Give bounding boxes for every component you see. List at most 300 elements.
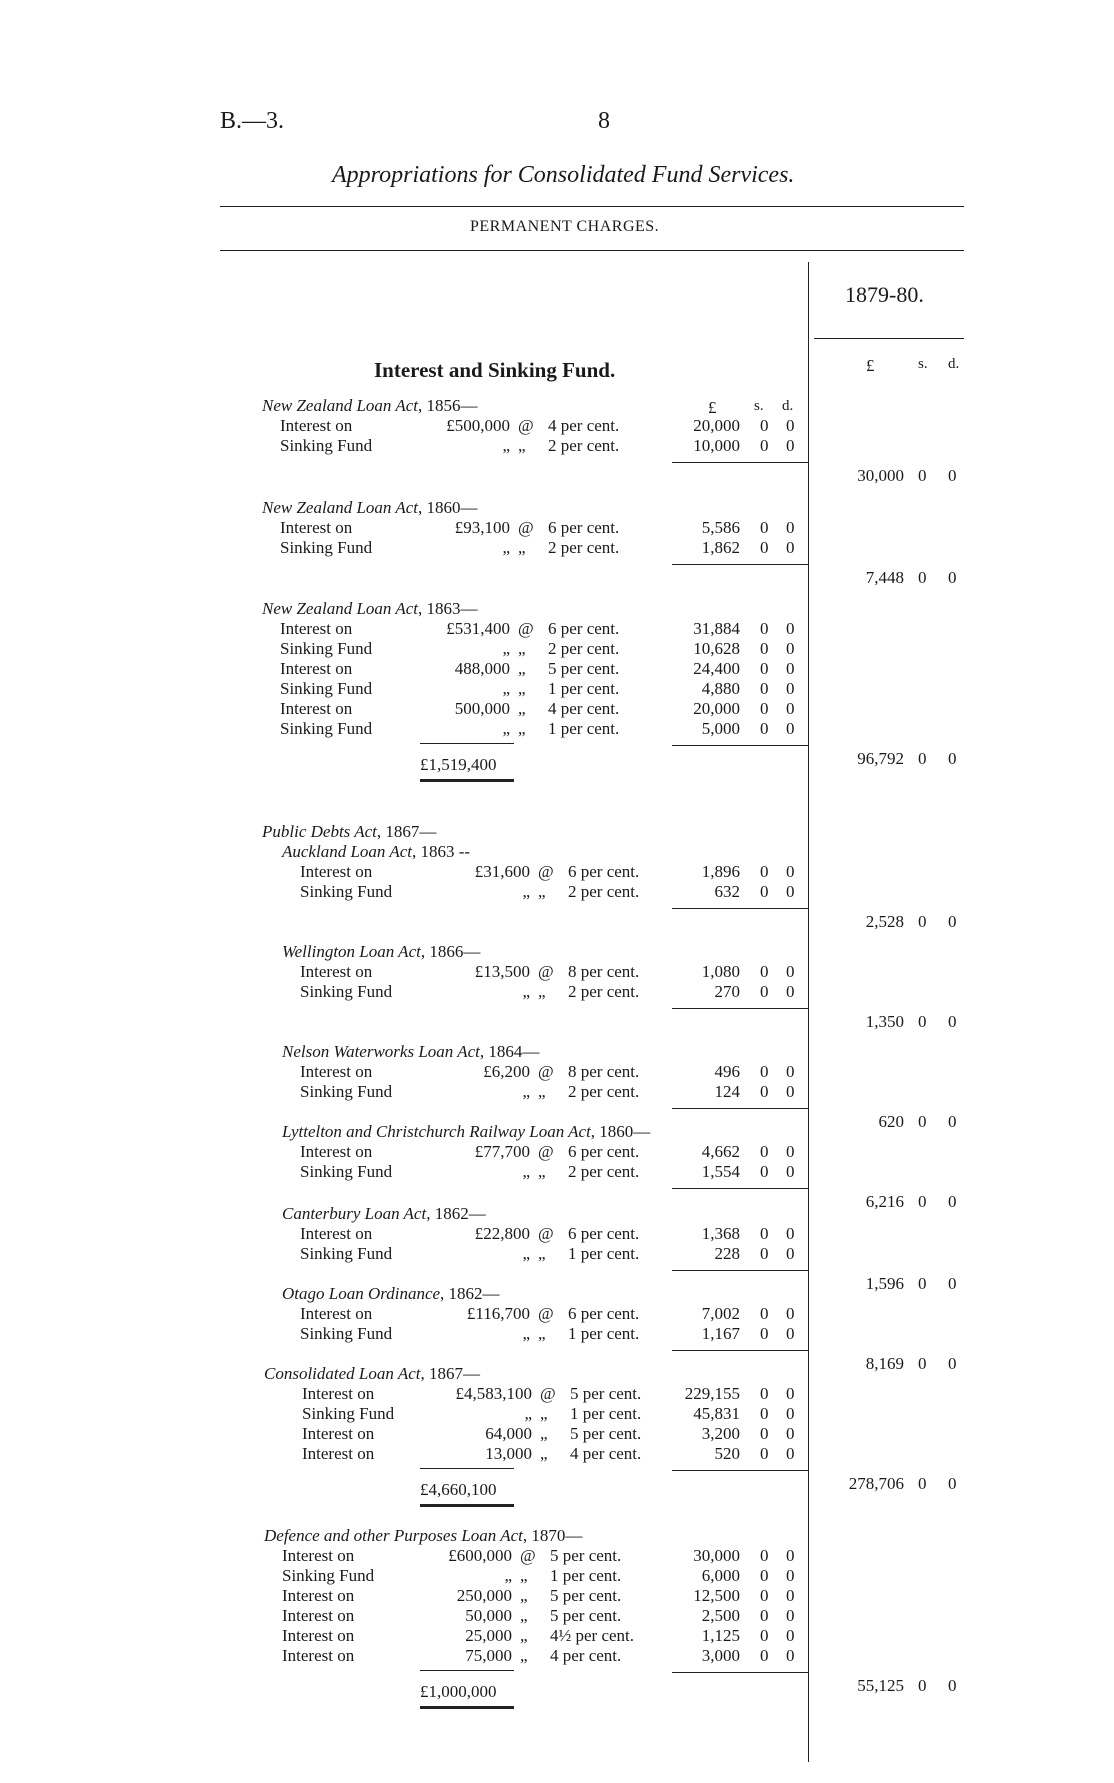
row-rate: 1 per cent. (568, 1244, 640, 1263)
page-number: 8 (598, 108, 610, 134)
row-symbol: @ (538, 862, 554, 881)
act-year: , 1864— (479, 1042, 540, 1061)
row-principal: „ (522, 1244, 530, 1263)
row-amount: 1,368 (701, 1224, 740, 1243)
row-label: Interest on (282, 1586, 355, 1605)
row-symbol: „ (520, 1646, 528, 1665)
row-pence: 0 (786, 639, 795, 658)
row-shillings: 0 (760, 862, 769, 881)
row-symbol: @ (538, 1304, 554, 1323)
column-divider (808, 262, 809, 1762)
row-symbol: @ (518, 619, 534, 638)
act-title (264, 1364, 480, 1384)
act-title (282, 942, 480, 962)
row-rate: 1 per cent. (570, 1404, 642, 1423)
row-amount: 1,080 (701, 962, 740, 981)
row-rate: 6 per cent. (568, 1304, 640, 1323)
row-rate: 5 per cent. (550, 1606, 622, 1625)
row-amount: 632 (714, 882, 740, 901)
row-amount: 31,884 (693, 619, 740, 638)
row-principal: 64,000 (485, 1424, 532, 1443)
sub-act-name: Auckland Loan Act (282, 842, 412, 861)
row-rate: 2 per cent. (568, 882, 640, 901)
row-symbol: „ (518, 719, 526, 738)
row-label: Interest on (282, 1606, 355, 1625)
row-rate: 6 per cent. (568, 862, 640, 881)
row-symbol: „ (520, 1586, 528, 1605)
row-pence: 0 (786, 619, 795, 638)
year-rule (814, 338, 964, 339)
row-rate: 8 per cent. (568, 1062, 640, 1081)
row-symbol: @ (520, 1546, 536, 1565)
row-label: Sinking Fund (300, 1162, 393, 1181)
row-principal: £600,000 (448, 1546, 512, 1565)
row-symbol: @ (538, 1062, 554, 1081)
row-principal: „ (502, 639, 510, 658)
group-total-shillings: 0 (918, 749, 927, 768)
act-title (282, 1204, 486, 1224)
row-rate: 8 per cent. (568, 962, 640, 981)
row-pence: 0 (786, 1646, 795, 1665)
row-pence: 0 (786, 862, 795, 881)
year-column-header: 1879-80. (845, 282, 924, 307)
row-principal: 488,000 (454, 659, 510, 678)
group-total-pence: 0 (948, 1012, 957, 1031)
group-total-shillings: 0 (918, 1112, 927, 1131)
row-rate: 1 per cent. (548, 679, 620, 698)
row-pence: 0 (786, 679, 795, 698)
row-principal: 250,000 (456, 1586, 512, 1605)
act-name: New Zealand Loan Act (262, 599, 418, 618)
row-pence: 0 (786, 962, 795, 981)
row-shillings: 0 (760, 882, 769, 901)
act-year: , 1867— (420, 1364, 480, 1383)
act-name: New Zealand Loan Act (262, 396, 418, 415)
row-amount: 3,000 (701, 1646, 740, 1665)
principal-rule (420, 743, 514, 744)
group-total-shillings: 0 (918, 1676, 927, 1695)
row-label: Interest on (302, 1444, 375, 1463)
group-total-shillings: 0 (918, 568, 927, 587)
principal-subtotal: £1,000,000 (420, 1682, 497, 1701)
row-amount: 24,400 (693, 659, 740, 678)
row-symbol: „ (538, 1324, 546, 1343)
row-shillings: 0 (760, 416, 769, 435)
row-rate: 2 per cent. (548, 639, 620, 658)
row-shillings: 0 (760, 1566, 769, 1585)
page-subtitle: PERMANENT CHARGES. (470, 218, 660, 235)
row-symbol: „ (538, 1082, 546, 1101)
row-shillings: 0 (760, 1304, 769, 1323)
row-label: Interest on (300, 862, 373, 881)
row-label: Interest on (302, 1384, 375, 1403)
row-principal: 50,000 (465, 1606, 512, 1625)
inner-pence-header: d. (782, 398, 794, 414)
row-principal: £6,200 (483, 1062, 530, 1081)
row-symbol: „ (520, 1606, 528, 1625)
row-symbol: „ (520, 1626, 528, 1645)
row-shillings: 0 (760, 719, 769, 738)
row-label: Interest on (300, 1304, 373, 1323)
row-pence: 0 (786, 699, 795, 718)
subtotal-rule (672, 1350, 808, 1351)
pence-header: d. (948, 356, 960, 372)
group-total: 1,350 (865, 1012, 904, 1031)
group-total: 6,216 (865, 1192, 904, 1211)
act-name: New Zealand Loan Act (262, 498, 418, 517)
row-rate: 2 per cent. (568, 1162, 640, 1181)
principal-subtotal: £1,519,400 (420, 755, 497, 774)
row-pence: 0 (786, 1444, 795, 1463)
row-principal: 75,000 (465, 1646, 512, 1665)
row-label: Interest on (300, 1224, 373, 1243)
row-label: Sinking Fund (280, 436, 373, 455)
row-symbol: „ (538, 1162, 546, 1181)
row-principal: „ (502, 679, 510, 698)
act-title (282, 1284, 500, 1304)
row-symbol: „ (518, 699, 526, 718)
group-total-shillings: 0 (918, 1354, 927, 1373)
row-symbol: „ (518, 538, 526, 557)
row-label: Interest on (282, 1626, 355, 1645)
row-rate: 5 per cent. (548, 659, 620, 678)
row-pence: 0 (786, 1162, 795, 1181)
row-shillings: 0 (760, 1142, 769, 1161)
row-principal: „ (522, 982, 530, 1001)
row-label: Sinking Fund (300, 982, 393, 1001)
inner-pound-header: £ (708, 398, 717, 417)
row-shillings: 0 (760, 1546, 769, 1565)
row-amount: 5,586 (701, 518, 740, 537)
row-principal: £531,400 (446, 619, 510, 638)
row-rate: 6 per cent. (568, 1224, 640, 1243)
subtotal-rule (672, 1270, 808, 1271)
group-total: 96,792 (857, 749, 904, 768)
row-symbol: „ (540, 1404, 548, 1423)
row-label: Interest on (300, 962, 373, 981)
row-rate: 6 per cent. (548, 619, 620, 638)
row-amount: 2,500 (701, 1606, 740, 1625)
row-amount: 5,000 (701, 719, 740, 738)
row-shillings: 0 (760, 619, 769, 638)
row-label: Interest on (282, 1646, 355, 1665)
row-amount: 1,554 (701, 1162, 740, 1181)
row-shillings: 0 (760, 1384, 769, 1403)
group-total-pence: 0 (948, 466, 957, 485)
row-amount: 3,200 (701, 1424, 740, 1443)
row-amount: 45,831 (693, 1404, 740, 1423)
title-rule (220, 206, 964, 207)
row-shillings: 0 (760, 1404, 769, 1423)
row-symbol: „ (538, 982, 546, 1001)
group-total-shillings: 0 (918, 1274, 927, 1293)
row-amount: 496 (714, 1062, 740, 1081)
group-total-shillings: 0 (918, 1192, 927, 1211)
row-symbol: „ (540, 1424, 548, 1443)
row-shillings: 0 (760, 1586, 769, 1605)
group-total-pence: 0 (948, 1354, 957, 1373)
row-label: Sinking Fund (300, 1244, 393, 1263)
act-name: Otago Loan Ordinance (282, 1284, 441, 1303)
section-title: Interest and Sinking Fund. (374, 358, 616, 382)
row-rate: 5 per cent. (550, 1546, 622, 1565)
row-pence: 0 (786, 416, 795, 435)
row-amount: 30,000 (693, 1546, 740, 1565)
subtotal-rule (672, 1008, 808, 1009)
row-rate: 4 per cent. (548, 699, 620, 718)
group-total: 8,169 (865, 1354, 904, 1373)
row-symbol: @ (538, 962, 554, 981)
row-label: Sinking Fund (280, 538, 373, 557)
row-shillings: 0 (760, 699, 769, 718)
group-total-pence: 0 (948, 1112, 957, 1131)
group-total-shillings: 0 (918, 1012, 927, 1031)
subtotal-rule (672, 462, 808, 463)
row-principal: £31,600 (474, 862, 530, 881)
row-principal: £500,000 (446, 416, 510, 435)
row-shillings: 0 (760, 518, 769, 537)
group-total-pence: 0 (948, 749, 957, 768)
shillings-header: s. (918, 356, 928, 372)
act-title (262, 396, 478, 416)
principal-rule (420, 1468, 514, 1469)
row-symbol: „ (518, 639, 526, 658)
row-amount: 270 (714, 982, 740, 1001)
row-principal: „ (502, 538, 510, 557)
row-amount: 228 (714, 1244, 740, 1263)
group-total-pence: 0 (948, 1274, 957, 1293)
row-amount: 20,000 (693, 699, 740, 718)
row-pence: 0 (786, 538, 795, 557)
subtotal-rule (672, 1188, 808, 1189)
act-title (262, 822, 436, 842)
row-principal: 500,000 (454, 699, 510, 718)
act-year: , 1862— (426, 1204, 486, 1223)
row-shillings: 0 (760, 982, 769, 1001)
principal-rule (420, 1670, 514, 1671)
row-label: Interest on (280, 699, 353, 718)
row-principal: „ (502, 719, 510, 738)
row-shillings: 0 (760, 1062, 769, 1081)
subtotal-rule (672, 1470, 808, 1471)
group-total-pence: 0 (948, 912, 957, 931)
row-shillings: 0 (760, 1424, 769, 1443)
group-total-pence: 0 (948, 568, 957, 587)
row-pence: 0 (786, 1626, 795, 1645)
row-symbol: „ (518, 679, 526, 698)
row-symbol: „ (538, 882, 546, 901)
row-label: Sinking Fund (302, 1404, 395, 1423)
group-total: 2,528 (865, 912, 904, 931)
row-shillings: 0 (760, 659, 769, 678)
row-shillings: 0 (760, 436, 769, 455)
row-rate: 5 per cent. (570, 1424, 642, 1443)
act-year: , 1860— (590, 1122, 651, 1141)
row-amount: 1,167 (701, 1324, 740, 1343)
row-pence: 0 (786, 436, 795, 455)
row-rate: 6 per cent. (548, 518, 620, 537)
principal-double-rule (420, 779, 514, 782)
row-symbol: „ (538, 1244, 546, 1263)
row-rate: 2 per cent. (548, 436, 620, 455)
group-total: 55,125 (857, 1676, 904, 1695)
row-symbol: @ (518, 416, 534, 435)
act-title (282, 1042, 539, 1062)
act-name: Lyttelton and Christchurch Railway Loan Act (282, 1122, 591, 1141)
row-rate: 1 per cent. (550, 1566, 622, 1585)
act-name: Wellington Loan Act (282, 942, 421, 961)
subtotal-rule (672, 745, 808, 746)
row-symbol: @ (540, 1384, 556, 1403)
act-year: , 1860— (418, 498, 478, 517)
row-label: Interest on (282, 1546, 355, 1565)
subtotal-rule (672, 908, 808, 909)
row-symbol: „ (520, 1566, 528, 1585)
act-year: , 1862— (440, 1284, 500, 1303)
row-label: Sinking Fund (300, 1324, 393, 1343)
group-total-shillings: 0 (918, 1474, 927, 1493)
row-pence: 0 (786, 1606, 795, 1625)
row-label: Interest on (300, 1142, 373, 1161)
row-principal: „ (522, 1082, 530, 1101)
row-principal: „ (522, 1162, 530, 1181)
group-total: 30,000 (857, 466, 904, 485)
row-label: Interest on (280, 659, 353, 678)
row-symbol: @ (538, 1142, 554, 1161)
sub-act-year: , 1863 -- (412, 842, 471, 861)
act-name: Nelson Waterworks Loan Act (282, 1042, 480, 1061)
row-principal: „ (504, 1566, 512, 1585)
group-total: 278,706 (848, 1474, 904, 1493)
row-shillings: 0 (760, 962, 769, 981)
row-amount: 20,000 (693, 416, 740, 435)
row-amount: 229,155 (684, 1384, 740, 1403)
row-rate: 5 per cent. (550, 1586, 622, 1605)
row-label: Interest on (280, 518, 353, 537)
row-shillings: 0 (760, 1606, 769, 1625)
act-name: Consolidated Loan Act (264, 1364, 421, 1383)
row-amount: 4,662 (701, 1142, 740, 1161)
row-shillings: 0 (760, 538, 769, 557)
row-pence: 0 (786, 518, 795, 537)
principal-double-rule (420, 1504, 514, 1507)
row-pence: 0 (786, 982, 795, 1001)
principal-subtotal: £4,660,100 (420, 1480, 497, 1499)
row-amount: 10,000 (693, 436, 740, 455)
principal-double-rule (420, 1706, 514, 1709)
row-rate: 2 per cent. (568, 1082, 640, 1101)
row-principal: £93,100 (454, 518, 510, 537)
act-title (264, 1526, 582, 1546)
row-principal: „ (522, 882, 530, 901)
row-amount: 1,896 (701, 862, 740, 881)
row-rate: 1 per cent. (568, 1324, 640, 1343)
row-amount: 124 (714, 1082, 740, 1101)
row-label: Sinking Fund (280, 679, 373, 698)
act-name: Canterbury Loan Act (282, 1204, 427, 1223)
page-title: Appropriations for Consolidated Fund Services. (332, 162, 795, 188)
group-total: 7,448 (865, 568, 904, 587)
row-shillings: 0 (760, 1324, 769, 1343)
group-total-pence: 0 (948, 1474, 957, 1493)
row-amount: 4,880 (701, 679, 740, 698)
row-principal: £77,700 (474, 1142, 530, 1161)
row-amount: 10,628 (693, 639, 740, 658)
row-rate: 2 per cent. (568, 982, 640, 1001)
act-year: , 1866— (420, 942, 481, 961)
row-rate: 4 per cent. (550, 1646, 622, 1665)
row-pence: 0 (786, 719, 795, 738)
row-shillings: 0 (760, 1224, 769, 1243)
row-label: Interest on (302, 1424, 375, 1443)
row-pence: 0 (786, 1546, 795, 1565)
group-total: 620 (878, 1112, 904, 1131)
row-pence: 0 (786, 1142, 795, 1161)
row-principal: „ (522, 1324, 530, 1343)
row-principal: „ (502, 436, 510, 455)
row-rate: 2 per cent. (548, 538, 620, 557)
group-total-pence: 0 (948, 1676, 957, 1695)
row-pence: 0 (786, 1324, 795, 1343)
row-amount: 12,500 (693, 1586, 740, 1605)
row-pence: 0 (786, 1082, 795, 1101)
row-label: Sinking Fund (282, 1566, 375, 1585)
sub-act-title (282, 842, 470, 862)
row-shillings: 0 (760, 1626, 769, 1645)
row-shillings: 0 (760, 1162, 769, 1181)
row-pence: 0 (786, 1586, 795, 1605)
subtotal-rule (672, 1108, 808, 1109)
act-title (282, 1122, 650, 1142)
row-pence: 0 (786, 1062, 795, 1081)
row-principal: £116,700 (466, 1304, 530, 1323)
row-label: Sinking Fund (300, 1082, 393, 1101)
row-symbol: „ (540, 1444, 548, 1463)
row-pence: 0 (786, 659, 795, 678)
act-name: Public Debts Act (262, 822, 377, 841)
group-total-pence: 0 (948, 1192, 957, 1211)
act-year: , 1867— (376, 822, 437, 841)
row-principal: „ (524, 1404, 532, 1423)
act-year: , 1856— (418, 396, 478, 415)
row-label: Interest on (300, 1062, 373, 1081)
act-title (262, 498, 478, 518)
row-principal: 25,000 (465, 1626, 512, 1645)
row-pence: 0 (786, 1424, 795, 1443)
row-principal: £4,583,100 (455, 1384, 532, 1403)
row-principal: 13,000 (485, 1444, 532, 1463)
act-title (262, 599, 478, 619)
row-pence: 0 (786, 1244, 795, 1263)
row-pence: 0 (786, 1566, 795, 1585)
row-pence: 0 (786, 1404, 795, 1423)
subtotal-rule (672, 1672, 808, 1673)
subtitle-rule (220, 250, 964, 251)
row-rate: 4½ per cent. (550, 1626, 635, 1645)
row-label: Sinking Fund (300, 882, 393, 901)
row-label: Sinking Fund (280, 719, 373, 738)
act-year: , 1870— (522, 1526, 583, 1545)
row-pence: 0 (786, 1384, 795, 1403)
pound-header: £ (866, 356, 875, 375)
document-code: B.—3. (220, 108, 285, 134)
row-label: Sinking Fund (280, 639, 373, 658)
row-shillings: 0 (760, 639, 769, 658)
act-name: Defence and other Purposes Loan Act (264, 1526, 523, 1545)
inner-shillings-header: s. (754, 398, 764, 414)
row-rate: 5 per cent. (570, 1384, 642, 1403)
row-principal: £13,500 (474, 962, 530, 981)
